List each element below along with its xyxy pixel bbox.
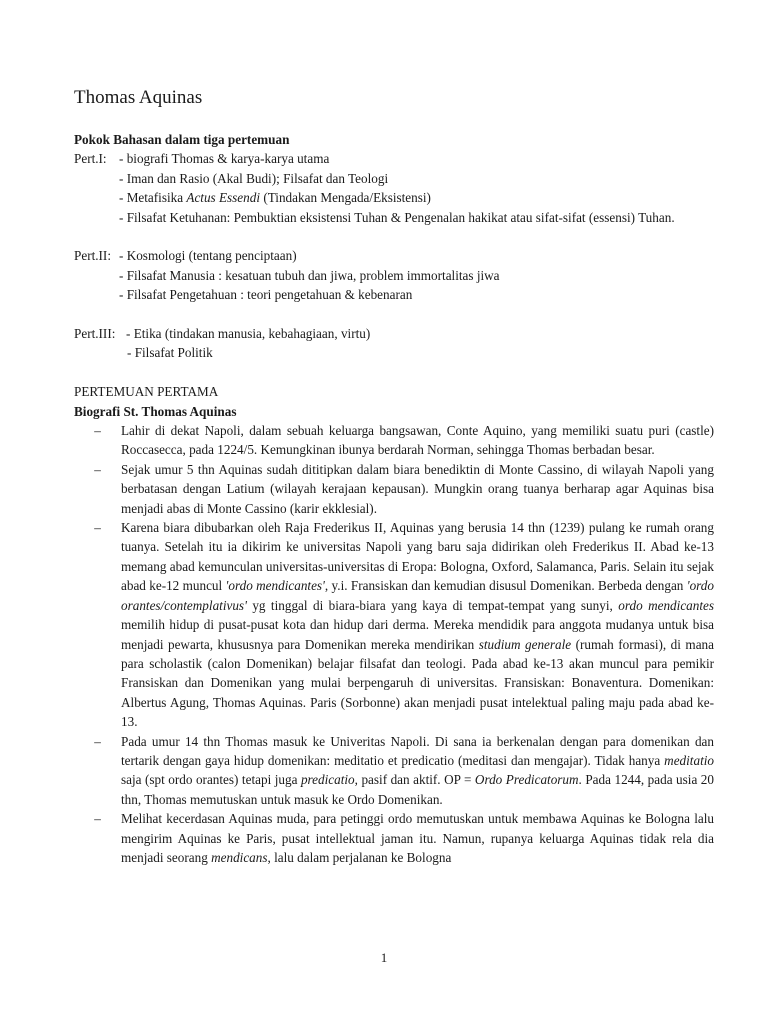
bullet-dash: – (94, 423, 101, 439)
bullet-text: Sejak umur 5 thn Aquinas sudah dititipkan dalam biara benediktin di Monte Cassino, di wilayah Napoli yang berbatasan dengan Latium (wilayah kerajaan kepausan). Mungkin orang tuanya berharap agar Aquinas bisa menjadi abas di Monte Cassino (karir ekklesial). (121, 461, 714, 516)
italic-term: predicatio (300, 772, 355, 788)
bullet-item (74, 732, 714, 810)
bullet-item (74, 809, 714, 867)
actus-essendi-term: Actus Essendi (186, 190, 261, 206)
text-run: yg tinggal di biara-biara yang kaya di tempat-tempat yang sunyi, (246, 597, 619, 613)
pert2-label: Pert.II: (74, 248, 111, 264)
pert1-label: Pert.I: (74, 151, 107, 167)
pert1-line-4: - Filsafat Ketuhanan: Pembuktian eksistensi Tuhan & Pengenalan hakikat atau sifat-sifat (essensi) Tuhan. (119, 209, 675, 225)
page-number: 1 (380, 950, 388, 965)
pert1-line-3-text: - Metafisika (119, 190, 187, 206)
italic-term: ordo mendicantes (618, 597, 715, 613)
spacer (74, 363, 714, 382)
text-run: saja (spt ordo orantes) tetapi juga (121, 772, 301, 788)
bullet-text (121, 518, 714, 731)
italic-term: 'ordo orantes/contemplativus' (121, 578, 714, 613)
pert1-line-2: - Iman dan Rasio (Akal Budi); Filsafat dan Teologi (119, 170, 389, 186)
italic-term: 'ordo mendicantes' (225, 578, 325, 594)
pert1-row (74, 149, 714, 168)
text-run: Pada umur 14 thn Thomas masuk ke Univeritas Napoli. Di sana ia berkenalan dengan para domenikan dan tertarik dengan gaya hidup domenikan: meditatio et predicatio (meditasi dan mengajar). Tidak hanya (121, 733, 714, 768)
bio-heading: Biografi St. Thomas Aquinas (74, 403, 237, 419)
pert1-line-1: - biografi Thomas & karya-karya utama (119, 151, 330, 167)
pert2-line-2: - Filsafat Manusia : kesatuan tubuh dan jiwa, problem immortalitas jiwa (119, 267, 500, 283)
pert2-line-3: - Filsafat Pengetahuan : teori pengetahuan & kebenaran (119, 287, 413, 303)
bullet-dash: – (94, 811, 101, 827)
spacer (74, 227, 714, 246)
pert1-line-3 (74, 188, 714, 207)
text-run: , pasif dan aktif. OP = (354, 772, 475, 788)
topics-heading: Pokok Bahasan dalam tiga pertemuan (74, 132, 290, 147)
bullet-dash: – (94, 461, 101, 477)
bullet-text (121, 809, 714, 867)
document-body (74, 130, 714, 867)
text-run: Melihat kecerdasan Aquinas muda, para petinggi ordo memutuskan untuk membawa Aquinas ke Bologna lalu mengirim Aquinas ke Paris, pusat intellektual jaman itu. Namun, rupanya keluarga Aquinas tidak rela dia menjadi seorang (121, 811, 714, 865)
bullet-dash: – (94, 520, 101, 536)
text-run: Karena biara dibubarkan oleh Raja Frederikus II, Aquinas yang berusia 14 thn (1239) pulang ke rumah orang tuanya. Setelah itu ia dikirim ke universitas Napoli yang baru saja didirikan oleh Frederikus II. Abad ke-13 memang abad kemunculan universitas-universitas di Eropa: Bologna, Oxford, Salamanca, Paris. Selain itu sejak abad ke-12 muncul (121, 520, 714, 594)
italic-term: studium generale (478, 636, 572, 652)
pert3-line-2: - Filsafat Politik (127, 345, 213, 361)
bullet-item (74, 421, 714, 460)
italic-term: mendicans (211, 849, 268, 865)
text-run: . Pada 1244, pada usia 20 thn, Thomas memutuskan untuk masuk ke Ordo Domenikan. (121, 772, 714, 807)
spacer (74, 305, 714, 324)
pert3-label: Pert.III: (74, 326, 116, 342)
pert2-line-1: - Kosmologi (tentang penciptaan) (119, 248, 297, 264)
text-run: , y.i. Fransiskan dan kemudian disusul Domenikan. Berbeda dengan (324, 578, 687, 594)
document-title: Thomas Aquinas (74, 87, 203, 108)
italic-term: Ordo Predicatorum (474, 772, 579, 788)
pert3-row (74, 324, 714, 343)
text-run: , lalu dalam perjalanan ke Bologna (267, 849, 452, 865)
bullet-item (74, 460, 714, 518)
pert1-line-3-note: (Tindakan Mengada/Eksistensi) (260, 190, 431, 206)
bullet-item (74, 518, 714, 731)
pert3-line-1: - Etika (tindakan manusia, kebahagiaan, virtu) (126, 326, 371, 342)
bullet-text: Lahir di dekat Napoli, dalam sebuah keluarga bangsawan, Conte Aquino, yang memiliki suatu puri (castle) Roccasecca, pada 1224/5. Kemungkinan ibunya berdarah Norman, sehingga Thomas berbadan besar. (121, 423, 714, 458)
bullet-dash: – (94, 733, 101, 749)
pert2-row (74, 246, 714, 265)
section-title: PERTEMUAN PERTAMA (74, 384, 219, 400)
text-run: (rumah formasi), di mana para scholastik (calon Domenikan) belajar filsafat dan teologi. Pada abad ke-13 akan muncul para pemikir Fransiskan dan Domenikan yang mulai berpengaruh di universitas. Fransiskan: Bonaventura. Domenikan: Albertus Agung, Thomas Aquinas. Paris (Sorbonne) akan menjadi pusat intelektual paling maju pada abad ke-13. (121, 636, 714, 730)
italic-term: meditatio (664, 752, 714, 768)
text-run: memilih hidup di pusat-pusat kota dan hidup dari derma. Mereka mendidik para anggota mudanya untuk bisa menjadi pewarta, khususnya para Domenikan mereka mendirikan (121, 617, 714, 652)
bullet-text (121, 732, 714, 810)
